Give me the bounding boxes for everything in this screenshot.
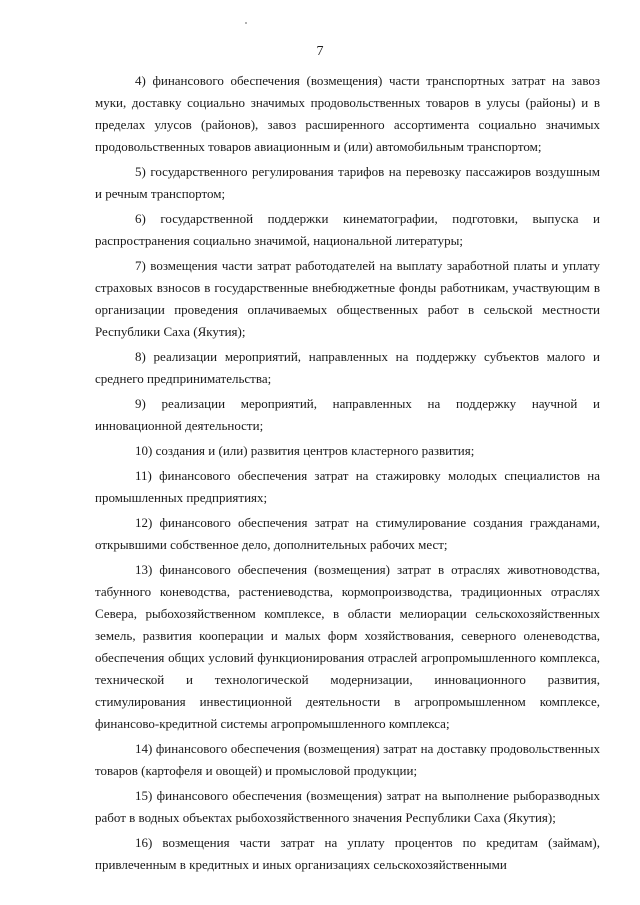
list-item: 15) финансового обеспечения (возмещения) затрат на выполнение рыборазводных работ в водных объектах рыбохозяйственного значения Республики Саха (Якутия); — [95, 788, 600, 825]
page-number: 7 — [316, 44, 324, 59]
list-item: 12) финансового обеспечения затрат на стимулирование создания гражданами, открывшими собственное дело, дополнительных рабочих мест; — [95, 515, 600, 552]
list-item: 4) финансового обеспечения (возмещения) части транспортных затрат на завоз муки, доставку социально значимых продовольственных товаров в улусы (районы) и в пределах улусов (районов), завоз расширенного ассортимента социально значимых продовольственных товаров авиационным и (или) автомобильным транспортом; — [95, 73, 600, 154]
list-item: 10) создания и (или) развития центров кластерного развития; — [135, 443, 475, 458]
scan-speck — [245, 22, 247, 24]
list-item: 13) финансового обеспечения (возмещения) затрат в отраслях животноводства, табунного коневодства, растениеводства, кормопроизводства, традиционных отраслях Севера, рыбохозяйственном комплексе, в области мелиорации сельскохозяйственных земель, развития кооперации и малых форм хозяйствования, северного оленеводства, обеспечения общих условий функционирования отраслей агропромышленного комплекса, технической и технологической модернизации, инновационного развития, стимулирования инвестиционной деятельности в агропромышленном комплексе, финансово-кредитной системы агропромышленного комплекса; — [95, 562, 600, 731]
document-body — [95, 70, 600, 879]
list-item: 9) реализации мероприятий, направленных на поддержку научной и инновационной деятельности; — [95, 396, 600, 433]
list-item: 7) возмещения части затрат работодателей на выплату заработной платы и уплату страховых взносов в государственные внебюджетные фонды работникам, участвующим в организации проведения оплачиваемых общественных работ в сельской местности Республики Саха (Якутия); — [95, 258, 600, 339]
list-item: 5) государственного регулирования тарифов на перевозку пассажиров воздушным и речным транспортом; — [95, 164, 600, 201]
list-item: 8) реализации мероприятий, направленных на поддержку субъектов малого и среднего предпринимательства; — [95, 349, 600, 386]
list-item: 14) финансового обеспечения (возмещения) затрат на доставку продовольственных товаров (картофеля и овощей) и промысловой продукции; — [95, 741, 600, 778]
list-item: 11) финансового обеспечения затрат на стажировку молодых специалистов на промышленных предприятиях; — [95, 468, 600, 505]
list-item: 16) возмещения части затрат на уплату процентов по кредитам (займам), привлеченным в кредитных и иных организациях сельскохозяйственными — [95, 835, 600, 872]
list-item: 6) государственной поддержки кинематографии, подготовки, выпуска и распространения социально значимой, национальной литературы; — [95, 211, 600, 248]
